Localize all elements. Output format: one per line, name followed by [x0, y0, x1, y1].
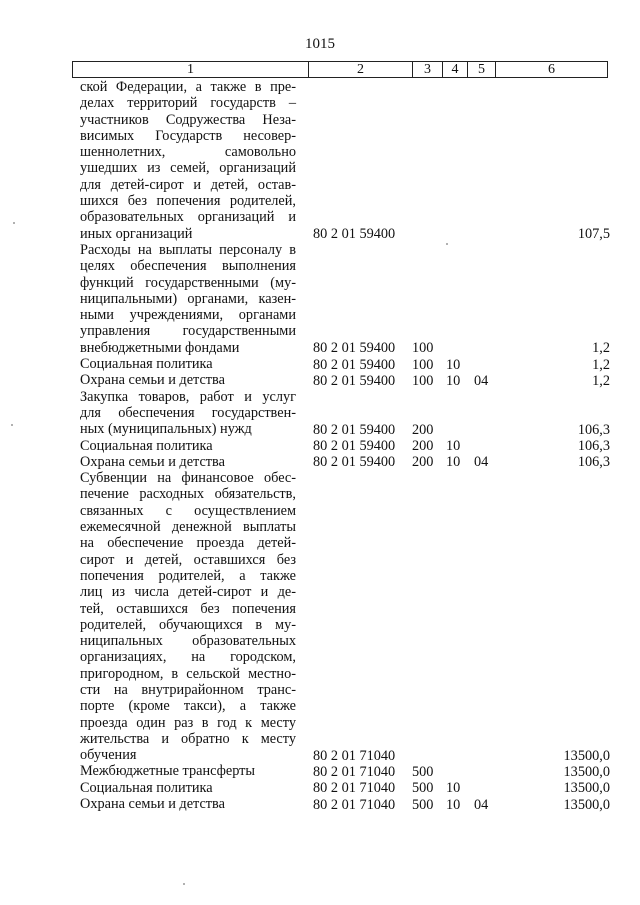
row-amount: 13500,0: [563, 780, 610, 797]
description-line: попечения родителей, а также: [80, 567, 296, 584]
description-line: ской Федерации, а также в пре-: [80, 79, 296, 95]
description-line: шихся без попечения родителей,: [80, 193, 296, 210]
table-row-description: [80, 372, 296, 388]
row-code: 80 2 01 71040: [313, 764, 396, 781]
row-code: 80 2 01 59400: [313, 226, 396, 243]
description-line: лиц из числа детей-сирот и де-: [80, 584, 296, 601]
row-section: 10: [446, 454, 461, 471]
scan-speck: [183, 883, 185, 885]
row-code: 80 2 01 59400: [313, 340, 396, 357]
description-line: ежемесячной денежной выплаты: [80, 519, 296, 536]
description-line: Охрана семьи и детства: [80, 453, 225, 470]
row-code: 80 2 01 59400: [313, 421, 396, 438]
row-amount: 106,3: [577, 454, 610, 471]
row-amount: 1,2: [592, 340, 610, 357]
row-expense-type: 500: [412, 764, 434, 781]
header-col-6: 6: [548, 62, 555, 77]
table-row-description: [80, 356, 296, 372]
row-section: 10: [446, 780, 461, 797]
row-amount: 13500,0: [563, 747, 610, 764]
row-amount: 1,2: [592, 356, 610, 373]
description-line: связанных с осуществлением: [80, 502, 296, 519]
row-code: 80 2 01 59400: [313, 356, 396, 373]
description-line: сти на внутрирайонном транс-: [80, 681, 296, 698]
table-row-description: [80, 470, 296, 763]
row-subsection: 04: [474, 454, 489, 471]
row-section: 10: [446, 356, 461, 373]
row-code: 80 2 01 59400: [313, 372, 396, 389]
table-row-description: [80, 79, 296, 242]
row-amount: 13500,0: [563, 764, 610, 781]
description-line: для детей-сирот и детей, остав-: [80, 176, 296, 193]
description-line: на обеспечение проезда детей-: [80, 535, 296, 552]
description-line: печение расходных обязательств,: [80, 486, 296, 503]
description-line: обучения: [80, 747, 137, 764]
description-line: ушедших из семей, организаций: [80, 160, 296, 177]
table-row-description: [80, 454, 296, 470]
row-expense-type: 200: [412, 438, 434, 455]
description-line: организациях, на городском,: [80, 649, 296, 666]
description-line: участников Содружества Неза-: [80, 111, 296, 128]
row-amount: 107,5: [577, 226, 610, 243]
description-line: Социальная политика: [80, 437, 213, 454]
row-code: 80 2 01 71040: [313, 747, 396, 764]
row-code: 80 2 01 59400: [313, 454, 396, 471]
description-line: Межбюджетные трансферты: [80, 763, 256, 780]
description-line: ниципальными) органами, казен-: [80, 290, 296, 307]
row-subsection: 04: [474, 796, 489, 813]
table-row-description: [80, 796, 296, 812]
scan-speck: [11, 424, 13, 426]
description-line: управления государственными: [80, 323, 296, 340]
description-line: ных (муниципальных) нужд: [80, 421, 252, 438]
row-expense-type: 200: [412, 421, 434, 438]
description-line: Охрана семьи и детства: [80, 372, 225, 389]
description-line: Социальная политика: [80, 356, 213, 373]
row-amount: 106,3: [577, 438, 610, 455]
description-line: ниципальных образовательных: [80, 633, 296, 650]
table-row-description: [80, 763, 296, 779]
row-code: 80 2 01 71040: [313, 796, 396, 813]
description-line: висимых Государств несовер-: [80, 127, 296, 144]
row-amount: 13500,0: [563, 796, 610, 813]
row-expense-type: 100: [412, 372, 434, 389]
table-row-description: [80, 242, 296, 356]
description-line: иных организаций: [80, 225, 193, 242]
description-line: образовательных организаций и: [80, 209, 296, 226]
description-line: шеннолетних, самовольно: [80, 144, 296, 161]
description-line: Охрана семьи и детства: [80, 796, 225, 813]
row-amount: 1,2: [592, 372, 610, 389]
scan-speck: [13, 222, 15, 224]
description-line: для обеспечения государствен-: [80, 404, 296, 421]
table-col-description: [80, 79, 296, 812]
description-line: проезда один раз в год к месту: [80, 714, 296, 731]
row-code: 80 2 01 59400: [313, 438, 396, 455]
description-line: жительства и обратно к месту: [80, 730, 296, 747]
row-expense-type: 500: [412, 780, 434, 797]
header-col-2: 2: [309, 62, 413, 77]
description-line: сирот и детей, оставшихся без: [80, 551, 296, 568]
row-section: 10: [446, 438, 461, 455]
table-header: [72, 61, 608, 78]
row-expense-type: 200: [412, 454, 434, 471]
header-col-3: 3: [413, 62, 443, 77]
description-line: тей, оставшихся без попечения: [80, 600, 296, 617]
row-section: 10: [446, 796, 461, 813]
row-expense-type: 100: [412, 356, 434, 373]
table-row-description: [80, 389, 296, 438]
table-row-description: [80, 780, 296, 796]
row-expense-type: 500: [412, 796, 434, 813]
description-line: Субвенции на финансовое обес-: [80, 470, 296, 487]
description-line: пригородном, в сельской местно-: [80, 665, 296, 682]
page-number: 1015: [305, 36, 335, 52]
row-section: 10: [446, 372, 461, 389]
description-line: делах территорий государств –: [80, 95, 296, 112]
description-line: целях обеспечения выполнения: [80, 258, 296, 275]
description-line: ными учреждениями, органами: [80, 307, 296, 324]
description-line: Расходы на выплаты персоналу в: [80, 241, 296, 258]
row-expense-type: 100: [412, 340, 434, 357]
scan-speck: [446, 243, 448, 245]
description-line: порте (кроме такси), а также: [80, 698, 296, 715]
description-line: Социальная политика: [80, 779, 213, 796]
description-line: родителей, обучающихся в му-: [80, 616, 296, 633]
description-line: Закупка товаров, работ и услуг: [80, 388, 296, 405]
header-col-1: 1: [73, 62, 309, 77]
row-subsection: 04: [474, 372, 489, 389]
row-amount: 106,3: [577, 421, 610, 438]
row-code: 80 2 01 71040: [313, 780, 396, 797]
table-row-description: [80, 438, 296, 454]
header-col-5: 5: [468, 62, 496, 77]
header-col-4: 4: [443, 62, 468, 77]
description-line: функций государственными (му-: [80, 274, 296, 291]
description-line: внебюджетными фондами: [80, 339, 240, 356]
